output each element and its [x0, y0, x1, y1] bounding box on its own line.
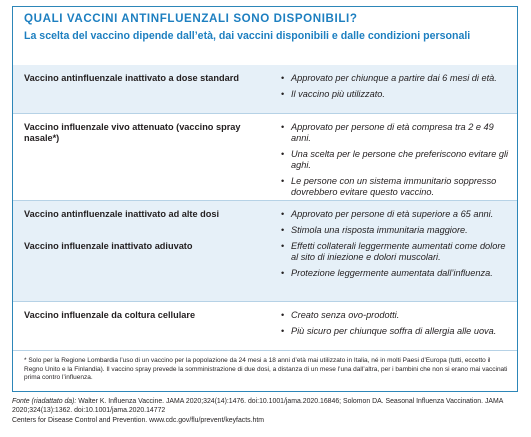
table-row-nasal-spray [13, 113, 517, 200]
footnote: * Solo per la Regione Lombardia l’uso di un vaccino per la popolazione da 24 mesi a 18 anni d’età mai utilizzato in Italia, né in molti Paesi d’Europa (tutti, eccetto il Regno Unito e la Finlandia). Il vaccino spray prevede la somministrazione di due dosi, a distanza di un mese l’una dall’altra, per i bambini che non si erano mai vaccinati prima contro l’influenza. [24, 357, 508, 382]
bullet-item: • Le persone con un sistema immunitario soppresso dovrebbero evitare questo vaccino. [281, 176, 513, 198]
source-text: Walter K. Influenza Vaccine. JAMA 2020;324(14):1476. doi:10.1001/jama.2020.16846; Solomon DA. Seasonal Influenza Vaccination. JAMA 2020;324(13):1362. doi:10.1001/jama.2020.14772 [12, 398, 503, 415]
vaccine-name: Vaccino antinfluenzale inattivato ad alte dosi [24, 209, 220, 219]
source-label: Fonte (riadattato da): [12, 398, 77, 405]
vaccine-name: Vaccino antinfluenzale inattivato a dose standard [24, 73, 239, 83]
bullet-item: • Approvato per chiunque a partire dai 6 mesi di età. [281, 73, 513, 84]
vaccine-name-secondary: Vaccino influenzale inattivato adiuvato [24, 241, 193, 251]
bullet-item: • Una scelta per le persone che preferiscono evitare gli aghi. [281, 149, 513, 171]
vaccine-name: Vaccino influenzale vivo attenuato (vaccino spray nasale*) [24, 122, 241, 143]
vaccine-bullets [281, 209, 513, 284]
source-citation [12, 397, 522, 425]
bullet-item: • Stimola una risposta immunitaria maggiore. [281, 225, 513, 236]
vaccine-info-panel [12, 6, 518, 392]
panel-title: QUALI VACCINI ANTINFLUENZALI SONO DISPONIBILI? [24, 12, 358, 25]
table-row-high-dose-adjuvanted [13, 200, 517, 301]
vaccine-bullets [281, 310, 513, 342]
vaccine-name: Vaccino influenzale da coltura cellulare [24, 310, 196, 320]
vaccine-bullets [281, 122, 513, 203]
vaccine-bullets [281, 73, 513, 105]
vaccine-table [13, 65, 517, 357]
bullet-item: • Creato senza ovo-prodotti. [281, 310, 513, 321]
bullet-item: • Protezione leggermente aumentata dall’influenza. [281, 268, 513, 279]
table-row-cell-culture [13, 301, 517, 357]
panel-header [13, 7, 517, 63]
bullet-item: • Approvato per persone di età compresa tra 2 e 49 anni. [281, 122, 513, 144]
footnote-section [13, 350, 517, 391]
bullet-item: • Più sicuro per chiunque soffra di allergia alle uova. [281, 326, 513, 337]
source-line2: Centers for Disease Control and Prevention. www.cdc.gov/flu/prevent/keyfacts.htm [12, 416, 265, 424]
table-row-standard-dose [13, 65, 517, 113]
panel-subtitle: La scelta del vaccino dipende dall’età, dai vaccini disponibili e dalle condizioni personali [24, 30, 471, 42]
bullet-item: • Effetti collaterali leggermente aumentati come dolore al sito di iniezione e dolori muscolari. [281, 241, 513, 263]
bullet-item: • Il vaccino più utilizzato. [281, 89, 513, 100]
bullet-item: • Approvato per persone di età superiore a 65 anni. [281, 209, 513, 220]
